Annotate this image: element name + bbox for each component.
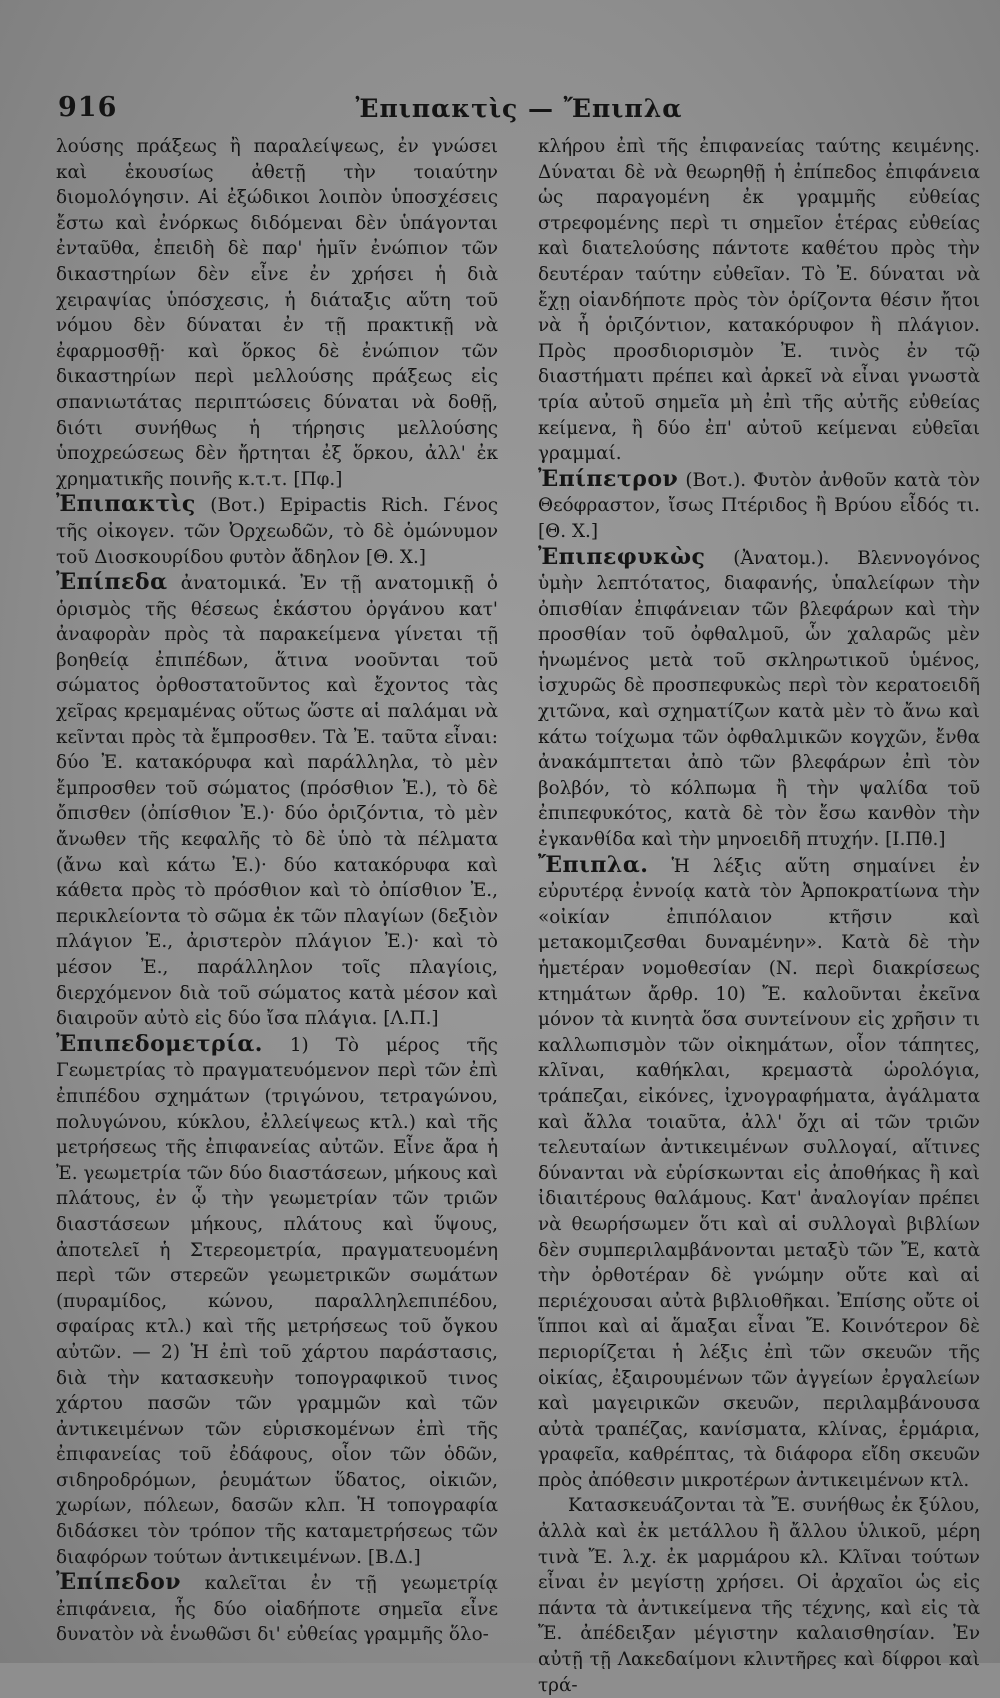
running-head <box>56 86 982 134</box>
left-column <box>56 134 498 1698</box>
entry-paragraph <box>56 570 498 1032</box>
entry-lemma: Ἐπίπεδον <box>56 1569 182 1596</box>
entry-text: (Βοτ.). Φυτὸν ἀνθοῦν κατὰ τὸν Θεόφραστον, ἴσως Πτέριδος ἢ Βρύου εἶδός τι. [Θ. Χ.] <box>538 469 980 542</box>
entry-text: κλήρου ἐπὶ τῆς ἐπιφανείας ταύτης κειμένης. Δύναται δὲ νὰ θεωρηθῇ ἡ ἐπίπεδος ἐπιφάνεια ὡς παραγομένη ἐκ γραμμῆς εὐθείας στρεφομένης περὶ τι σημεῖον ἑτέρας εὐθείας καὶ διατελούσης πάντοτε καθέτου πρὸς τὴν δευτέραν ταύτην εὐθεῖαν. Τὸ Ἐ. δύναται νὰ ἔχῃ οἱανδήποτε πρὸς τὸν ὁρίζοντα θέσιν ἤτοι νὰ ἦ ὁριζόντιον, κατακόρυφον ἢ πλάγιον. Πρὸς προσδιορισμὸν Ἐ. τινὸς ἐν τῷ διαστήματι πρέπει καὶ ἀρκεῖ νὰ εἶναι γνωστὰ τρία αὐτοῦ σημεῖα μὴ ἐπὶ τῆς αὐτῆς εὐθείας κείμενα, ἢ δύο ἐπ' αὐτοῦ κείμεναι εὐθεῖαι γραμμαί. <box>538 136 980 465</box>
running-title: Ἐπιπακτὶς — Ἔπιπλα <box>355 94 683 123</box>
entry-paragraph <box>56 1570 498 1648</box>
entry-text: ἀνατομικά. Ἐν τῇ ανατομικῇ ὁ ὁρισμὸς τῆς θέσεως ἑκάστου ὀργάνου κατ' ἀναφορὰν πρὸς τὰ παρακείμενα γίνεται τῇ βοηθείᾳ ἐπιπέδων, ἅτινα νοοῦνται τοῦ σώματος ὀρθοστατοῦντος καὶ ἔχοντος τὰς χεῖρας κρεμαμένας οὕτως ὥστε αἱ παλάμαι νὰ κεῖνται πρὸς τὰ ἔμπροσθεν. Τὰ Ἐ. ταῦτα εἶναι: δύο Ἐ. κατακόρυφα καὶ παράλληλα, τὸ μὲν ἔμπροσθεν τοῦ σώματος (πρόσθιον Ἐ.), τὸ δὲ ὄπισθεν (ὀπίσθιον Ἐ.)· δύο ὁριζόντια, τὸ μὲν ἄνωθεν τῆς κεφαλῆς τὸ δὲ ὑπὸ τὰ πέλματα (ἄνω καὶ κάτω Ἐ.)· δύο κατακόρυφα καὶ κάθετα πρὸς τὸ πρόσθιον καὶ τὸ ὀπίσθιον Ἐ., περικλείοντα τὸ σῶμα ἐκ τῶν πλαγίων (δεξιὸν πλάγιον Ἐ., ἀριστερὸν πλάγιον Ἐ.)· καὶ τὸ μέσον Ἐ., παράλληλον τοῖς πλαγίοις, διερχόμενον διὰ τοῦ σώματος κατὰ μέσον καὶ διαιροῦν αὐτὸ εἰς δύο ἴσα πλάγια. [Λ.Π.] <box>56 573 498 1030</box>
text-columns <box>56 134 982 1698</box>
right-column <box>538 134 980 1698</box>
entry-text: 1) Τὸ μέρος τῆς Γεωμετρίας τὸ πραγματευόμενον περὶ τῶν ἐπὶ ἐπιπέδου σχημάτων (τριγώνου, τετραγώνου, πολυγώνου, κύκλου, ἐλλείψεως κτλ.) καὶ τῆς μετρήσεως τῆς ἐπιφανείας αὐτῶν. Εἶνε ἄρα ἡ Ἐ. γεωμετρία τῶν δύο διαστάσεων, μήκους καὶ πλάτους, ἐν ᾧ τὴν γεωμετρίαν τῶν τριῶν διαστάσεων μήκους, πλάτους καὶ ὕψους, ἀποτελεῖ ἡ Στερεομετρία, πραγματευομένη περὶ τῶν στερεῶν γεωμετρικῶν σωμάτων (πυραμίδος, κώνου, παραλληλεπιπέδου, σφαίρας κτλ.) καὶ τῆς μετρήσεως τοῦ ὄγκου αὐτῶν. — 2) Ἡ ἐπὶ τοῦ χάρτου παράστασις, διὰ τὴν κατασκευὴν τοπογραφικοῦ τινος χάρτου πασῶν τῶν γραμμῶν καὶ τῶν ἀντικειμένων τῶν εὑρισκομένων ἐπὶ τῆς ἐπιφανείας τοῦ ἐδάφους, οἷον τῶν ὁδῶν, σιδηροδρόμων, ῥευμάτων ὕδατος, οἰκιῶν, χωρίων, πόλεων, δασῶν κλπ. Ἡ τοπογραφία διδάσκει τὸν τρόπον τῆς καταμετρήσεως τῶν διαφόρων τούτων ἀντικειμένων. [Β.Δ.] <box>56 1034 498 1568</box>
entry-text: Ἡ λέξις αὕτη σημαίνει ἐν εὐρυτέρᾳ ἐννοίᾳ κατὰ τὸν Ἀρποκρατίωνα τὴν «οἰκίαν ἐπιπόλαιον κτῆσιν καὶ μετακομιζεσθαι δυναμένην». Κατὰ δὲ τὴν ἡμετέραν νομοθεσίαν (Ν. περὶ διακρίσεως κτημάτων ἄρθρ. 10) Ἔ. καλοῦνται ἐκεῖνα μόνον τὰ κινητὰ ὅσα συντείνουν εἰς χρῆσιν τι καλλωπισμὸν τῶν οἰκημάτων, οἷον τάπητες, κλῖναι, καθήκλαι, κρεμαστὰ ὡρολόγια, τράπεζαι, εἰκόνες, ἰχνογραφήματα, ἀγάλματα καὶ ἄλλα τοιαῦτα, ἀλλ' ὄχι αἱ τῶν τριῶν τελευταίων ἀντικειμένων συλλογαί, αἵτινες δύνανται νὰ εὑρίσκωνται εἰς ἀποθήκας ἢ καὶ ἰδιαιτέρους θαλάμους. Κατ' ἀναλογίαν πρέπει νὰ θεωρήσωμεν ὅτι καὶ αἱ συλλογαὶ βιβλίων δὲν συμπεριλαμβάνονται μεταξὺ τῶν Ἔ, κατὰ τὴν ὀρθοτέραν δὲ γνώμην οὔτε καὶ αἱ περιέχουσαι αὐτὰ βιβλιοθῆκαι. Ἐπίσης οὔτε οἱ ἵπποι καὶ αἱ ἅμαξαι εἶναι Ἔ. Κοινότερον δὲ περιορίζεται ἡ λέξις ἐπὶ τῶν σκευῶν τῆς οἰκίας, ἐξαιρουμένων τῶν ἀγγείων ἐργαλείων καὶ μαγειρικῶν σκευῶν, περιλαμβάνουσα αὐτὰ τραπέζας, κανίσματα, κλίνας, ἑρμάρια, γραφεῖα, καθρέπτας, τὰ διάφορα εἴδη σκευῶν πρὸς ἀπόθεσιν μικροτέρων ἀντικειμένων κτλ. <box>538 855 980 1491</box>
entry-paragraph <box>538 545 980 853</box>
page-number: 916 <box>58 92 118 123</box>
entry-paragraph <box>538 134 980 467</box>
entry-paragraph <box>56 492 498 570</box>
entry-text: λούσης πράξεως ἢ παραλείψεως, ἐν γνώσει καὶ ἑκουσίως ἀθετῇ τὴν τοιαύτην διομολόγησιν. Αἱ ἐξώδικοι λοιπὸν ὑποσχέσεις ἔστω καὶ ἐνόρκως διδόμεναι δὲν ὑπάγονται ἐνταῦθα, ἐπειδὴ δὲ παρ' ἡμῖν ἐνώπιον τῶν δικαστηρίων δὲν εἶνε ἐν χρήσει ἡ διὰ χειραψίας ὑπόσχεσις, ἡ διάταξις αὕτη τοῦ νόμου δὲν δύναται ἐν τῇ πρακτικῇ νὰ ἐφαρμοσθῇ· καὶ ὅρκος δὲ ἐνώπιον τῶν δικαστηρίων περὶ μελλούσης πράξεως εἰς σπανιωτάτας περιπτώσεις δύναται νὰ δοθῇ, διότι συνήθως ἡ τήρησις μελλούσης ὑποχρεώσεως δὲν ἤρτηται ἐξ ὅρκου, ἀλλ' ἐκ χρηματικῆς ποινῆς κ.τ.τ. [Πφ.] <box>56 136 498 490</box>
entry-paragraph <box>56 1032 498 1570</box>
entry-lemma: Ἐπίπετρον <box>538 465 679 492</box>
entry-paragraph <box>538 467 980 545</box>
entry-paragraph <box>56 134 498 492</box>
entry-lemma: Ἐπιπακτὶς <box>56 491 196 518</box>
entry-lemma: Ἐπίπεδα <box>56 569 168 596</box>
entry-text: καλεῖται ἐν τῇ γεωμετρίᾳ ἐπιφάνεια, ἧς δύο οἱαδήποτε σημεῖα εἶνε δυνατὸν νὰ ἑνωθῶσι δι' εὐθείας γραμμῆς ὅλο- <box>56 1573 498 1646</box>
entry-lemma: Ἐπιπεφυκὼς <box>538 543 706 570</box>
entry-lemma: Ἐπιπεδομετρία. <box>56 1030 263 1057</box>
entry-text: (Βοτ.) Epipactis Rich. Γένος τῆς οἰκογεν. τῶν Ὀρχεωδῶν, τὸ δὲ ὁμώνυμον τοῦ Διοσκουρίδου φυτὸν ἄδηλον [Θ. Χ.] <box>56 495 498 568</box>
entry-text: (Ἀνατομ.). Βλεννογόνος ὑμὴν λεπτότατος, διαφανής, ὑπαλείφων τὴν ὀπισθίαν ἐπιφάνειαν τῶν βλεφάρων καὶ τὴν προσθίαν τοῦ ὀφθαλμοῦ, ὧν χαλαρῶς μὲν ἡνωμένος μετὰ τοῦ σκληρωτικοῦ ὑμένος, ἰσχυρῶς δὲ προσπεφυκὼς περὶ τὸν κερατοειδῆ χιτῶνα, καὶ σχηματίζων κατὰ μὲν τὸ ἄνω καὶ κάτω τοίχωμα τῶν ὀφθαλμικῶν κογχῶν, ἔνθα ἀνακάμπτεται ἀπὸ τῶν βλεφάρων ἐπὶ τὸν βολβόν, τὸ κόλπωμα ἢ τὴν ψαλίδα τοῦ ἐπιπεφυκότος, κατὰ δὲ τὸν ἔσω κανθὸν τὴν ἐγκανθίδα καὶ τὴν μηνοειδῆ πτυχήν. [Ι.Πθ.] <box>538 547 980 851</box>
entry-paragraph <box>538 1493 980 1698</box>
entry-lemma: Ἔπιπλα. <box>538 851 649 878</box>
entry-paragraph <box>538 853 980 1494</box>
entry-text: Κατασκευάζονται τὰ Ἔ. συνήθως ἐκ ξύλου, ἀλλὰ καὶ ἐκ μετάλλου ἢ ἄλλου ὑλικοῦ, μέρη τινὰ Ἔ. λ.χ. ἐκ μαρμάρου κλ. Κλῖναι τούτων εἶναι ἐν μεγίστῃ χρήσει. Οἱ ἀρχαῖοι ὡς εἰς πάντα τὰ ἀντικείμενα τῆς τέχνης, καὶ εἰς τὰ Ἔ. ἀπέδειξαν μέγιστην καλαισθησίαν. Ἐν αὐτῇ τῇ Λακεδαίμονι κλιντῆρες καὶ δίφροι καὶ τρά- <box>538 1495 980 1696</box>
